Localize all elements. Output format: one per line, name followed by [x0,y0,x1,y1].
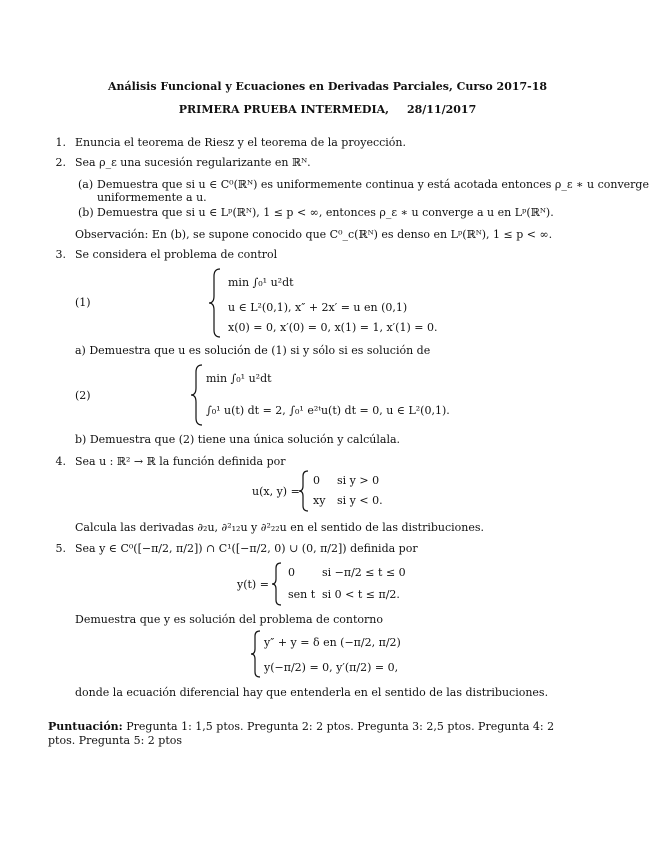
q3-number: 3. [55,248,66,261]
q5-case2-value: sen t [288,588,316,601]
q5-demo: Demuestra que y es solución del problema de contorno [75,613,383,626]
q4-case2-condition: si y < 0. [337,494,383,507]
q2-text: Sea ρ_ε una sucesión regularizante en ℝᴺ. [75,156,311,169]
q5-brace [271,562,283,606]
q4-calc: Calcula las derivadas ∂₂u, ∂²₁₂u y ∂²₂₂u en el sentido de las distribuciones. [75,521,485,534]
q2-observation: Observación: En (b), se supone conocido que C⁰_c(ℝᴺ) es denso en Lᵖ(ℝᴺ), 1 ≤ p < ∞. [75,228,553,241]
q4-number: 4. [55,455,66,468]
scoring-text: Pregunta 1: 1,5 ptos. Pregunta 2: 2 ptos. Pregunta 3: 2,5 ptos. Pregunta 4: 2 ptos. Pregunta 5: 2 ptos [48,720,555,747]
q4-case1-condition: si y > 0 [337,474,380,487]
q4-lhs: u(x, y) = [252,485,300,498]
q1-number: 1. [55,136,66,149]
q5-case1-value: 0 [288,566,295,579]
q5-text: Sea y ∈ C⁰([−π/2, π/2]) ∩ C¹([−π/2, 0) ∪ (0, π/2]) definida por [75,542,418,555]
q4-case1-value: 0 [313,474,320,487]
exam-name: PRIMERA PRUEBA INTERMEDIA, [178,103,389,116]
bvp-line1: y″ + y = δ en (−π/2, π/2) [264,636,401,649]
problem1-brace [208,268,222,338]
q2a-label: (a) [78,178,94,191]
q5-footer: donde la ecuación diferencial hay que entenderla en el sentido de las distribuciones. [75,686,549,699]
problem1-line3: x(0) = 0, x′(0) = 0, x(1) = 1, x′(1) = 0. [228,321,438,334]
problem2-line1: min ∫₀¹ u²dt [206,372,272,385]
q5-lhs: y(t) = [237,578,269,591]
scoring [48,720,568,748]
problem1-line1: min ∫₀¹ u²dt [228,276,294,289]
q2a-line2: uniformemente a u. [97,191,207,204]
course-title: Análisis Funcional y Ecuaciones en Derivadas Parciales, Curso 2017-18 [107,80,548,93]
q3-text: Se considera el problema de control [75,248,278,261]
problem2-brace [190,364,204,426]
problem1-label: (1) [75,296,91,309]
q3b-text: b) Demuestra que (2) tiene una única solución y calcúlala. [75,433,401,446]
q5-case2-condition: si 0 < t ≤ π/2. [322,588,400,601]
problem2-line2: ∫₀¹ u(t) dt = 2, ∫₀¹ e²ᵗu(t) dt = 0, u ∈ L²(0,1). [206,404,450,417]
bvp-brace [250,630,262,678]
q2-number: 2. [55,156,66,169]
q2b-text: Demuestra que si u ∈ Lᵖ(ℝᴺ), 1 ≤ p < ∞, entonces ρ_ε ∗ u converge a u en Lᵖ(ℝᴺ). [97,206,554,219]
q1-text: Enuncia el teorema de Riesz y el teorema de la proyección. [75,136,406,149]
q5-number: 5. [55,542,66,555]
q4-case2-value: xy [313,494,326,507]
problem1-line2: u ∈ L²(0,1), x″ + 2x′ = u en (0,1) [228,301,408,314]
q3a-text: a) Demuestra que u es solución de (1) si y sólo si es solución de [75,344,431,357]
q2b-label: (b) [78,206,94,219]
q4-text: Sea u : ℝ² → ℝ la función definida por [75,455,286,468]
bvp-line2: y(−π/2) = 0, y′(π/2) = 0, [264,661,399,674]
q2a-line1: Demuestra que si u ∈ C⁰(ℝᴺ) es uniformemente continua y está acotada entonces ρ_ε ∗ u converge [97,178,649,191]
scoring-label: Puntuación: [48,720,123,733]
problem2-label: (2) [75,389,91,402]
q4-brace [298,470,310,512]
q5-case1-condition: si −π/2 ≤ t ≤ 0 [322,566,406,579]
exam-title [0,103,655,116]
exam-date: 28/11/2017 [406,103,477,116]
